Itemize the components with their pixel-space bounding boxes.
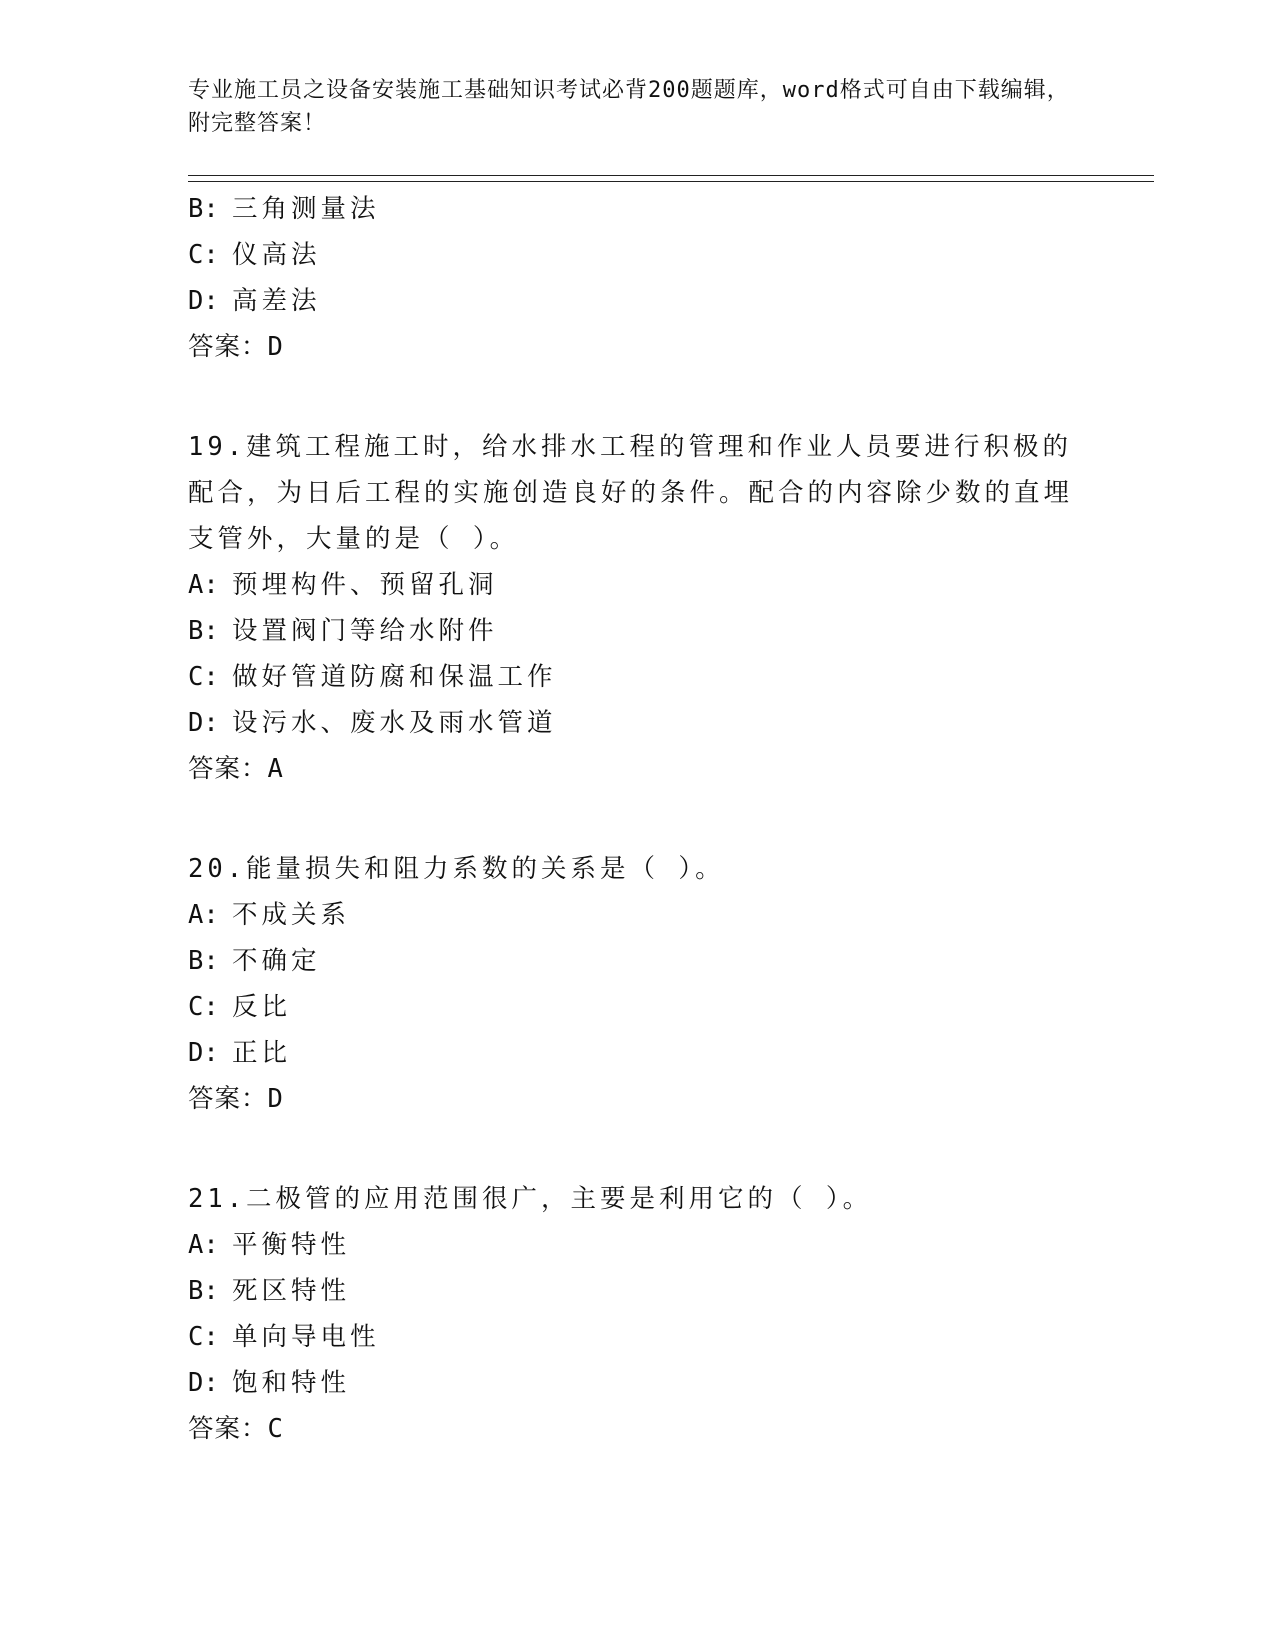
option-text: 死区特性	[232, 1276, 351, 1306]
option-key: B:	[188, 616, 219, 646]
spacer	[188, 792, 1148, 846]
option-key: A:	[188, 570, 219, 600]
answer-line: 答案：D	[188, 332, 284, 362]
option-c	[188, 1314, 1148, 1360]
spacer	[188, 1122, 1148, 1176]
option-c	[188, 232, 1148, 278]
option-key: A:	[188, 900, 219, 930]
option-text: 正比	[232, 1038, 292, 1068]
option-key: B:	[188, 194, 219, 224]
option-key: D:	[188, 286, 219, 316]
option-key: C:	[188, 662, 219, 692]
option-key: B:	[188, 1276, 219, 1306]
answer-line: 答案：C	[188, 1414, 284, 1444]
question-text: 20.能量损失和阻力系数的关系是（ ）。	[188, 854, 725, 884]
option-key: A:	[188, 1230, 219, 1260]
question-text: 21.二极管的应用范围很广，主要是利用它的（ ）。	[188, 1184, 873, 1214]
header-divider-top	[188, 175, 1154, 176]
question-text: 19.建筑工程施工时，给水排水工程的管理和作业人员要进行积极的配合，为日后工程的实施创造良好的条件。配合的内容除少数的直埋支管外，大量的是（ ）。	[188, 432, 1074, 554]
option-text: 高差法	[232, 286, 321, 316]
question-20	[188, 846, 1148, 1122]
option-key: B:	[188, 946, 219, 976]
option-key: C:	[188, 992, 219, 1022]
option-a	[188, 892, 1148, 938]
option-text: 不确定	[232, 946, 321, 976]
option-text: 预埋构件、预留孔洞	[232, 570, 498, 600]
option-text: 三角测量法	[232, 194, 380, 224]
option-text: 平衡特性	[232, 1230, 351, 1260]
option-d	[188, 1030, 1148, 1076]
spacer	[188, 370, 1148, 424]
option-text: 单向导电性	[232, 1322, 380, 1352]
option-d	[188, 1360, 1148, 1406]
option-b	[188, 938, 1148, 984]
option-b	[188, 186, 1148, 232]
option-text: 设置阀门等给水附件	[232, 616, 498, 646]
question-21	[188, 1176, 1148, 1452]
option-key: D:	[188, 1038, 219, 1068]
header-divider-bottom	[188, 181, 1154, 182]
option-d	[188, 278, 1148, 324]
option-text: 仪高法	[232, 240, 321, 270]
option-c	[188, 654, 1148, 700]
option-a	[188, 562, 1148, 608]
option-d	[188, 700, 1148, 746]
option-key: C:	[188, 1322, 219, 1352]
option-key: D:	[188, 708, 219, 738]
option-text: 不成关系	[232, 900, 351, 930]
option-b	[188, 608, 1148, 654]
answer-line: 答案：A	[188, 754, 284, 784]
question-list	[188, 186, 1148, 1452]
document-header: 专业施工员之设备安装施工基础知识考试必背200题题库，word格式可自由下载编辑，附完整答案！	[188, 78, 1070, 136]
option-text: 设污水、废水及雨水管道	[232, 708, 557, 738]
answer-line: 答案：D	[188, 1084, 284, 1114]
option-text: 做好管道防腐和保温工作	[232, 662, 557, 692]
question-continuation	[188, 186, 1148, 370]
option-key: C:	[188, 240, 219, 270]
option-key: D:	[188, 1368, 219, 1398]
option-a	[188, 1222, 1148, 1268]
option-text: 反比	[232, 992, 292, 1022]
option-text: 饱和特性	[232, 1368, 351, 1398]
option-c	[188, 984, 1148, 1030]
option-b	[188, 1268, 1148, 1314]
question-19	[188, 424, 1148, 792]
